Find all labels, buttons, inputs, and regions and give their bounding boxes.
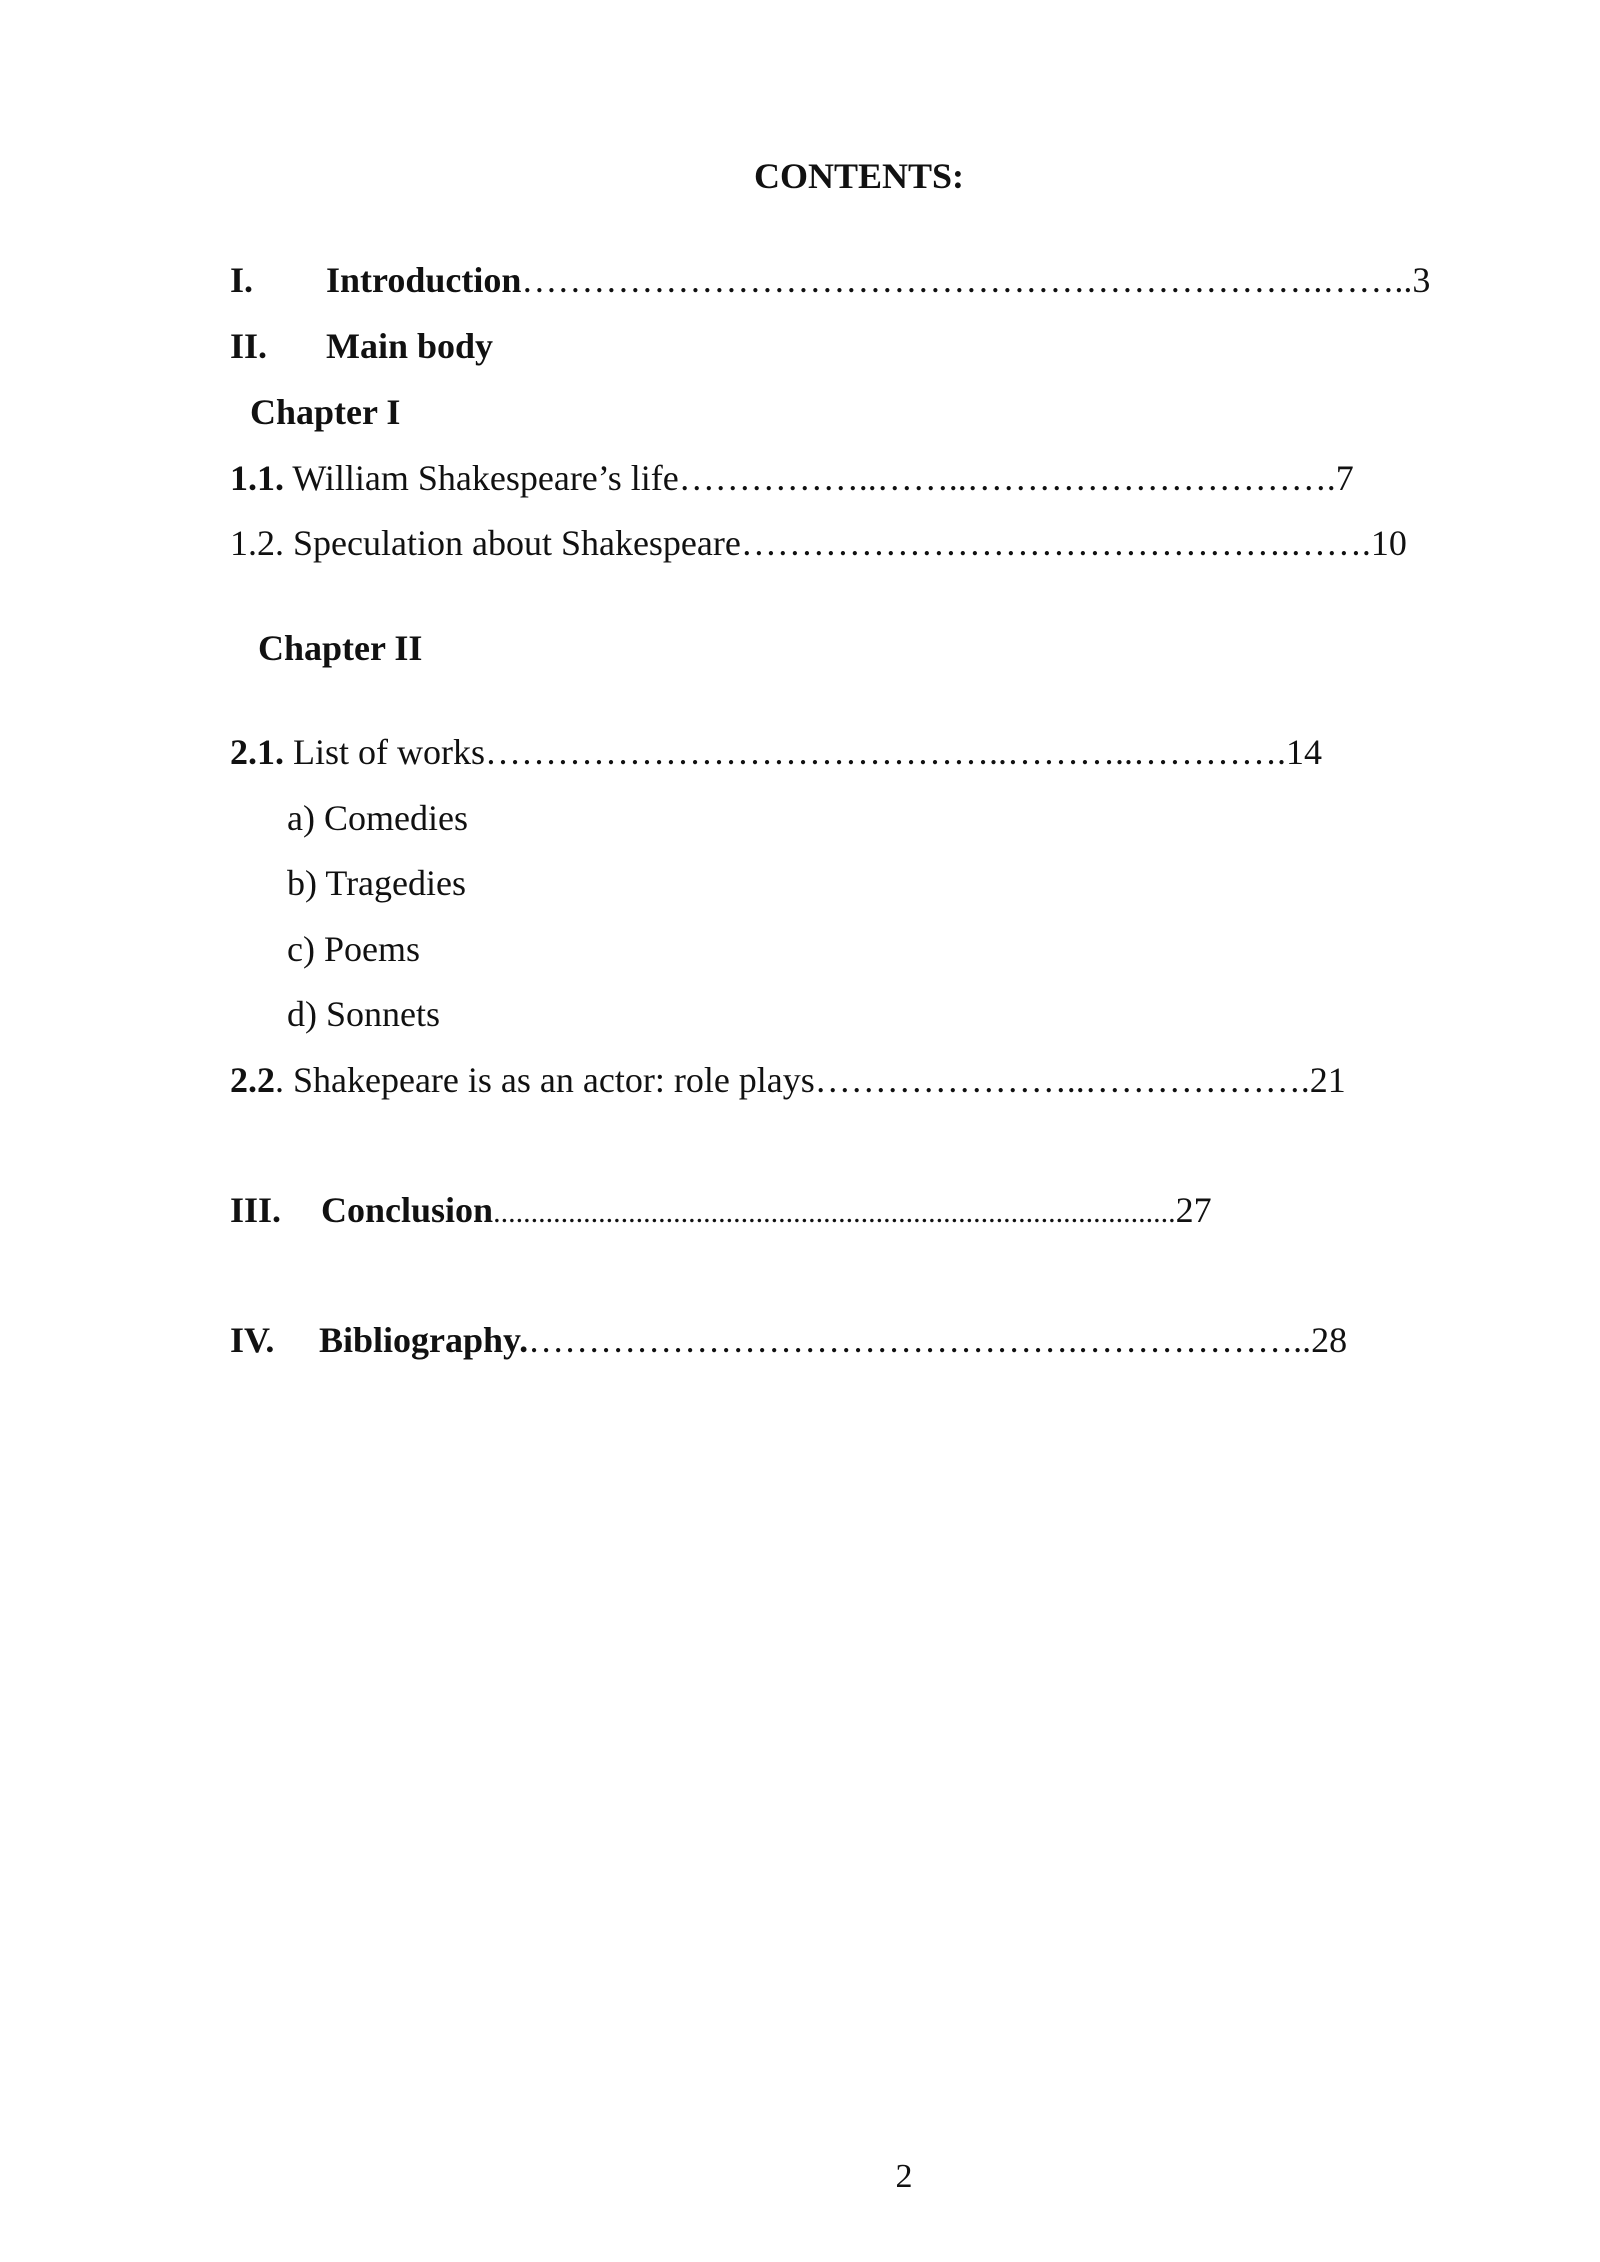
toc-page: 28: [1311, 1320, 1348, 1360]
toc-entry-conclusion: [230, 1192, 281, 1228]
toc-page: 27: [1175, 1190, 1212, 1230]
toc-page: 7: [1335, 458, 1354, 498]
toc-leader: ……………………………………….…….: [740, 523, 1371, 563]
toc-entry-bibliography: [230, 1322, 274, 1358]
toc-numeral: II.: [230, 326, 268, 366]
contents-title: CONTENTS:: [753, 156, 965, 196]
toc-subitem-sonnets: d) Sonnets: [287, 994, 440, 1034]
toc-number: 2.1.: [230, 732, 284, 772]
toc-subitem-comedies: a) Comedies: [287, 798, 468, 838]
toc-entry-bibliography-text: [319, 1322, 1347, 1358]
toc-leader: ……………………………………….………………..: [528, 1320, 1312, 1360]
toc-label: List of works: [284, 732, 485, 772]
toc-numeral: I.: [230, 260, 254, 300]
toc-label: Bibliography.: [319, 1320, 529, 1360]
toc-page: 14: [1286, 732, 1322, 772]
contents-title-wrap: [0, 158, 1600, 194]
toc-page: 21: [1309, 1060, 1346, 1100]
toc-leader: ……………..……..………………………….: [678, 458, 1336, 498]
toc-leader: ……………………………………..………..………….: [485, 732, 1286, 772]
toc-entry-1-2: [230, 525, 1407, 561]
toc-entry-conclusion-text: [321, 1192, 1212, 1228]
page-number: 2: [895, 2158, 913, 2195]
toc-label: Introduction: [326, 260, 522, 300]
toc-number: 1.1.: [230, 458, 284, 498]
toc-entry-main-body-text: [326, 328, 493, 364]
toc-entry-2-2: [230, 1062, 1346, 1098]
toc-number: 1.2.: [230, 523, 284, 563]
toc-label: . Shakepeare is as an actor: role plays: [275, 1060, 815, 1100]
toc-number: 2.2: [230, 1060, 275, 1100]
toc-leader: ...........................................................................................: [493, 1196, 1176, 1229]
chapter-heading: Chapter I: [250, 392, 401, 432]
toc-entry-introduction: [230, 262, 253, 298]
toc-leader: …………………..……………….: [814, 1060, 1310, 1100]
toc-label: Main body: [326, 326, 494, 366]
toc-page: 3: [1412, 260, 1431, 300]
toc-entry-introduction-text: [326, 262, 1430, 298]
toc-subitem-tragedies: b) Tragedies: [287, 863, 466, 903]
toc-numeral: III.: [230, 1190, 282, 1230]
toc-label: William Shakespeare’s life: [284, 458, 679, 498]
toc-entry-1-1: [230, 460, 1354, 496]
toc-subitem-poems: c) Poems: [287, 929, 420, 969]
toc-leader: ………………………………………………………….……..: [521, 260, 1413, 300]
toc-label: Speculation about Shakespeare: [284, 523, 741, 563]
toc-entry-main-body: [230, 328, 267, 364]
toc-page: 10: [1370, 523, 1407, 563]
toc-numeral: IV.: [230, 1320, 275, 1360]
chapter-heading: Chapter II: [258, 628, 423, 668]
toc-entry-2-1: [230, 734, 1322, 770]
toc-label: Conclusion: [321, 1190, 494, 1230]
